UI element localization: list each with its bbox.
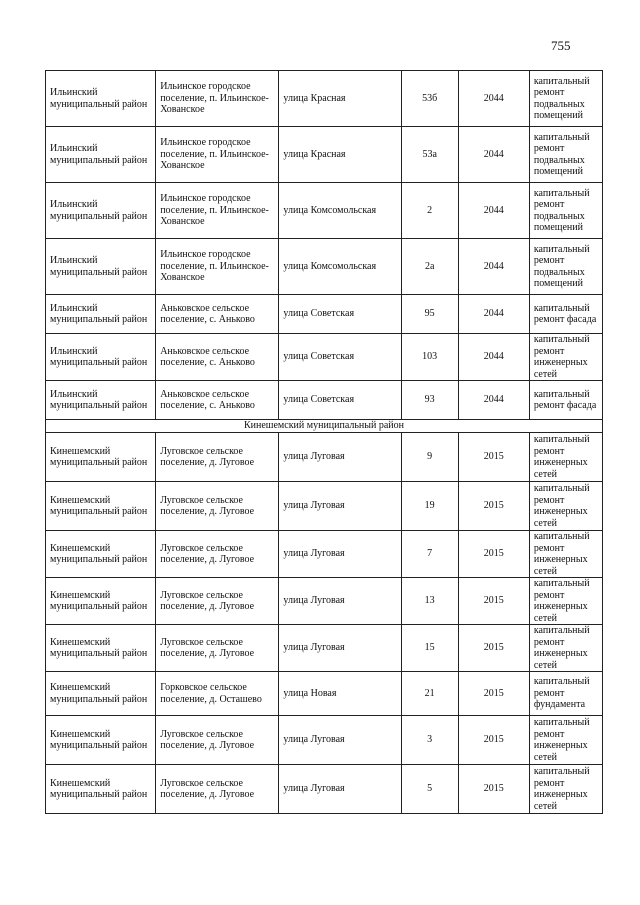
work-type-cell: капитальный ремонт инженерных сетей [529,531,602,578]
street-cell: улица Советская [279,381,401,420]
work-type-cell: капитальный ремонт инженерных сетей [529,716,602,765]
repair-year-cell: 2044 [458,295,529,334]
house-number-cell: 3 [401,716,458,765]
work-type-cell: капитальный ремонт фундамента [529,672,602,716]
house-number-cell: 93 [401,381,458,420]
district-cell: Кинешемский муниципальный район [46,531,156,578]
house-number-cell: 21 [401,672,458,716]
district-cell: Ильинский муниципальный район [46,71,156,127]
house-number-cell: 2 [401,183,458,239]
repair-year-cell: 2015 [458,625,529,672]
settlement-cell: Луговское сельское поселение, д. Луговое [156,531,279,578]
settlement-cell: Луговское сельское поселение, д. Луговое [156,578,279,625]
district-cell: Ильинский муниципальный район [46,334,156,381]
street-cell: улица Луговая [279,578,401,625]
work-type-cell: капитальный ремонт подвальных помещений [529,239,602,295]
house-number-cell: 95 [401,295,458,334]
street-cell: улица Комсомольская [279,239,401,295]
street-cell: улица Луговая [279,765,401,814]
table-row [46,765,603,814]
repair-year-cell: 2015 [458,672,529,716]
work-type-cell: капитальный ремонт подвальных помещений [529,71,602,127]
repair-year-cell: 2044 [458,71,529,127]
repair-year-cell: 2015 [458,765,529,814]
street-cell: улица Луговая [279,433,401,482]
table-row [46,531,603,578]
repair-year-cell: 2015 [458,578,529,625]
street-cell: улица Луговая [279,482,401,531]
street-cell: улица Луговая [279,625,401,672]
table-row [46,482,603,531]
table-row [46,433,603,482]
work-type-cell: капитальный ремонт инженерных сетей [529,482,602,531]
table-row [46,578,603,625]
district-cell: Ильинский муниципальный район [46,239,156,295]
settlement-cell: Аньковское сельское поселение, с. Аньково [156,381,279,420]
table-row [46,127,603,183]
repair-year-cell: 2015 [458,531,529,578]
house-number-cell: 5 [401,765,458,814]
street-cell: улица Советская [279,295,401,334]
table-row [46,381,603,420]
repair-year-cell: 2015 [458,482,529,531]
settlement-cell: Ильинское городское поселение, п. Ильинское-Хованское [156,239,279,295]
table-row [46,716,603,765]
street-cell: улица Луговая [279,531,401,578]
street-cell: улица Комсомольская [279,183,401,239]
district-cell: Кинешемский муниципальный район [46,765,156,814]
street-cell: улица Красная [279,127,401,183]
settlement-cell: Луговское сельское поселение, д. Луговое [156,482,279,531]
work-type-cell: капитальный ремонт инженерных сетей [529,578,602,625]
house-number-cell: 103 [401,334,458,381]
repair-year-cell: 2015 [458,433,529,482]
street-cell: улица Красная [279,71,401,127]
section-title: Кинешемский муниципальный район [46,420,603,433]
settlement-cell: Аньковское сельское поселение, с. Аньково [156,295,279,334]
settlement-cell: Луговское сельское поселение, д. Луговое [156,433,279,482]
district-cell: Ильинский муниципальный район [46,381,156,420]
street-cell: улица Новая [279,672,401,716]
table-row [46,239,603,295]
house-number-cell: 2а [401,239,458,295]
work-type-cell: капитальный ремонт подвальных помещений [529,127,602,183]
street-cell: улица Луговая [279,716,401,765]
table-row [46,672,603,716]
settlement-cell: Ильинское городское поселение, п. Ильинское-Хованское [156,71,279,127]
settlement-cell: Луговское сельское поселение, д. Луговое [156,716,279,765]
house-number-cell: 53б [401,71,458,127]
work-type-cell: капитальный ремонт инженерных сетей [529,433,602,482]
district-cell: Кинешемский муниципальный район [46,625,156,672]
work-type-cell: капитальный ремонт инженерных сетей [529,625,602,672]
district-cell: Ильинский муниципальный район [46,295,156,334]
table-row [46,334,603,381]
house-number-cell: 15 [401,625,458,672]
house-number-cell: 7 [401,531,458,578]
work-type-cell: капитальный ремонт инженерных сетей [529,765,602,814]
settlement-cell: Ильинское городское поселение, п. Ильинское-Хованское [156,183,279,239]
repair-year-cell: 2044 [458,334,529,381]
settlement-cell: Луговское сельское поселение, д. Луговое [156,625,279,672]
district-cell: Кинешемский муниципальный район [46,578,156,625]
settlement-cell: Луговское сельское поселение, д. Луговое [156,765,279,814]
repair-year-cell: 2015 [458,716,529,765]
work-type-cell: капитальный ремонт подвальных помещений [529,183,602,239]
district-cell: Кинешемский муниципальный район [46,672,156,716]
repair-year-cell: 2044 [458,127,529,183]
street-cell: улица Советская [279,334,401,381]
house-number-cell: 13 [401,578,458,625]
work-type-cell: капитальный ремонт фасада [529,381,602,420]
work-type-cell: капитальный ремонт инженерных сетей [529,334,602,381]
table-row [46,71,603,127]
district-cell: Ильинский муниципальный район [46,127,156,183]
district-cell: Кинешемский муниципальный район [46,482,156,531]
district-cell: Кинешемский муниципальный район [46,716,156,765]
settlement-cell: Горковское сельское поселение, д. Осташево [156,672,279,716]
house-number-cell: 19 [401,482,458,531]
page-number: 755 [551,38,571,53]
repair-year-cell: 2044 [458,381,529,420]
table-row [46,625,603,672]
district-cell: Кинешемский муниципальный район [46,433,156,482]
district-cell: Ильинский муниципальный район [46,183,156,239]
work-type-cell: капитальный ремонт фасада [529,295,602,334]
repair-year-cell: 2044 [458,239,529,295]
repair-schedule-table [45,70,603,814]
table-row [46,295,603,334]
repair-year-cell: 2044 [458,183,529,239]
table-row [46,183,603,239]
settlement-cell: Ильинское городское поселение, п. Ильинское-Хованское [156,127,279,183]
section-header-row [46,420,603,433]
house-number-cell: 53а [401,127,458,183]
house-number-cell: 9 [401,433,458,482]
settlement-cell: Аньковское сельское поселение, с. Аньково [156,334,279,381]
